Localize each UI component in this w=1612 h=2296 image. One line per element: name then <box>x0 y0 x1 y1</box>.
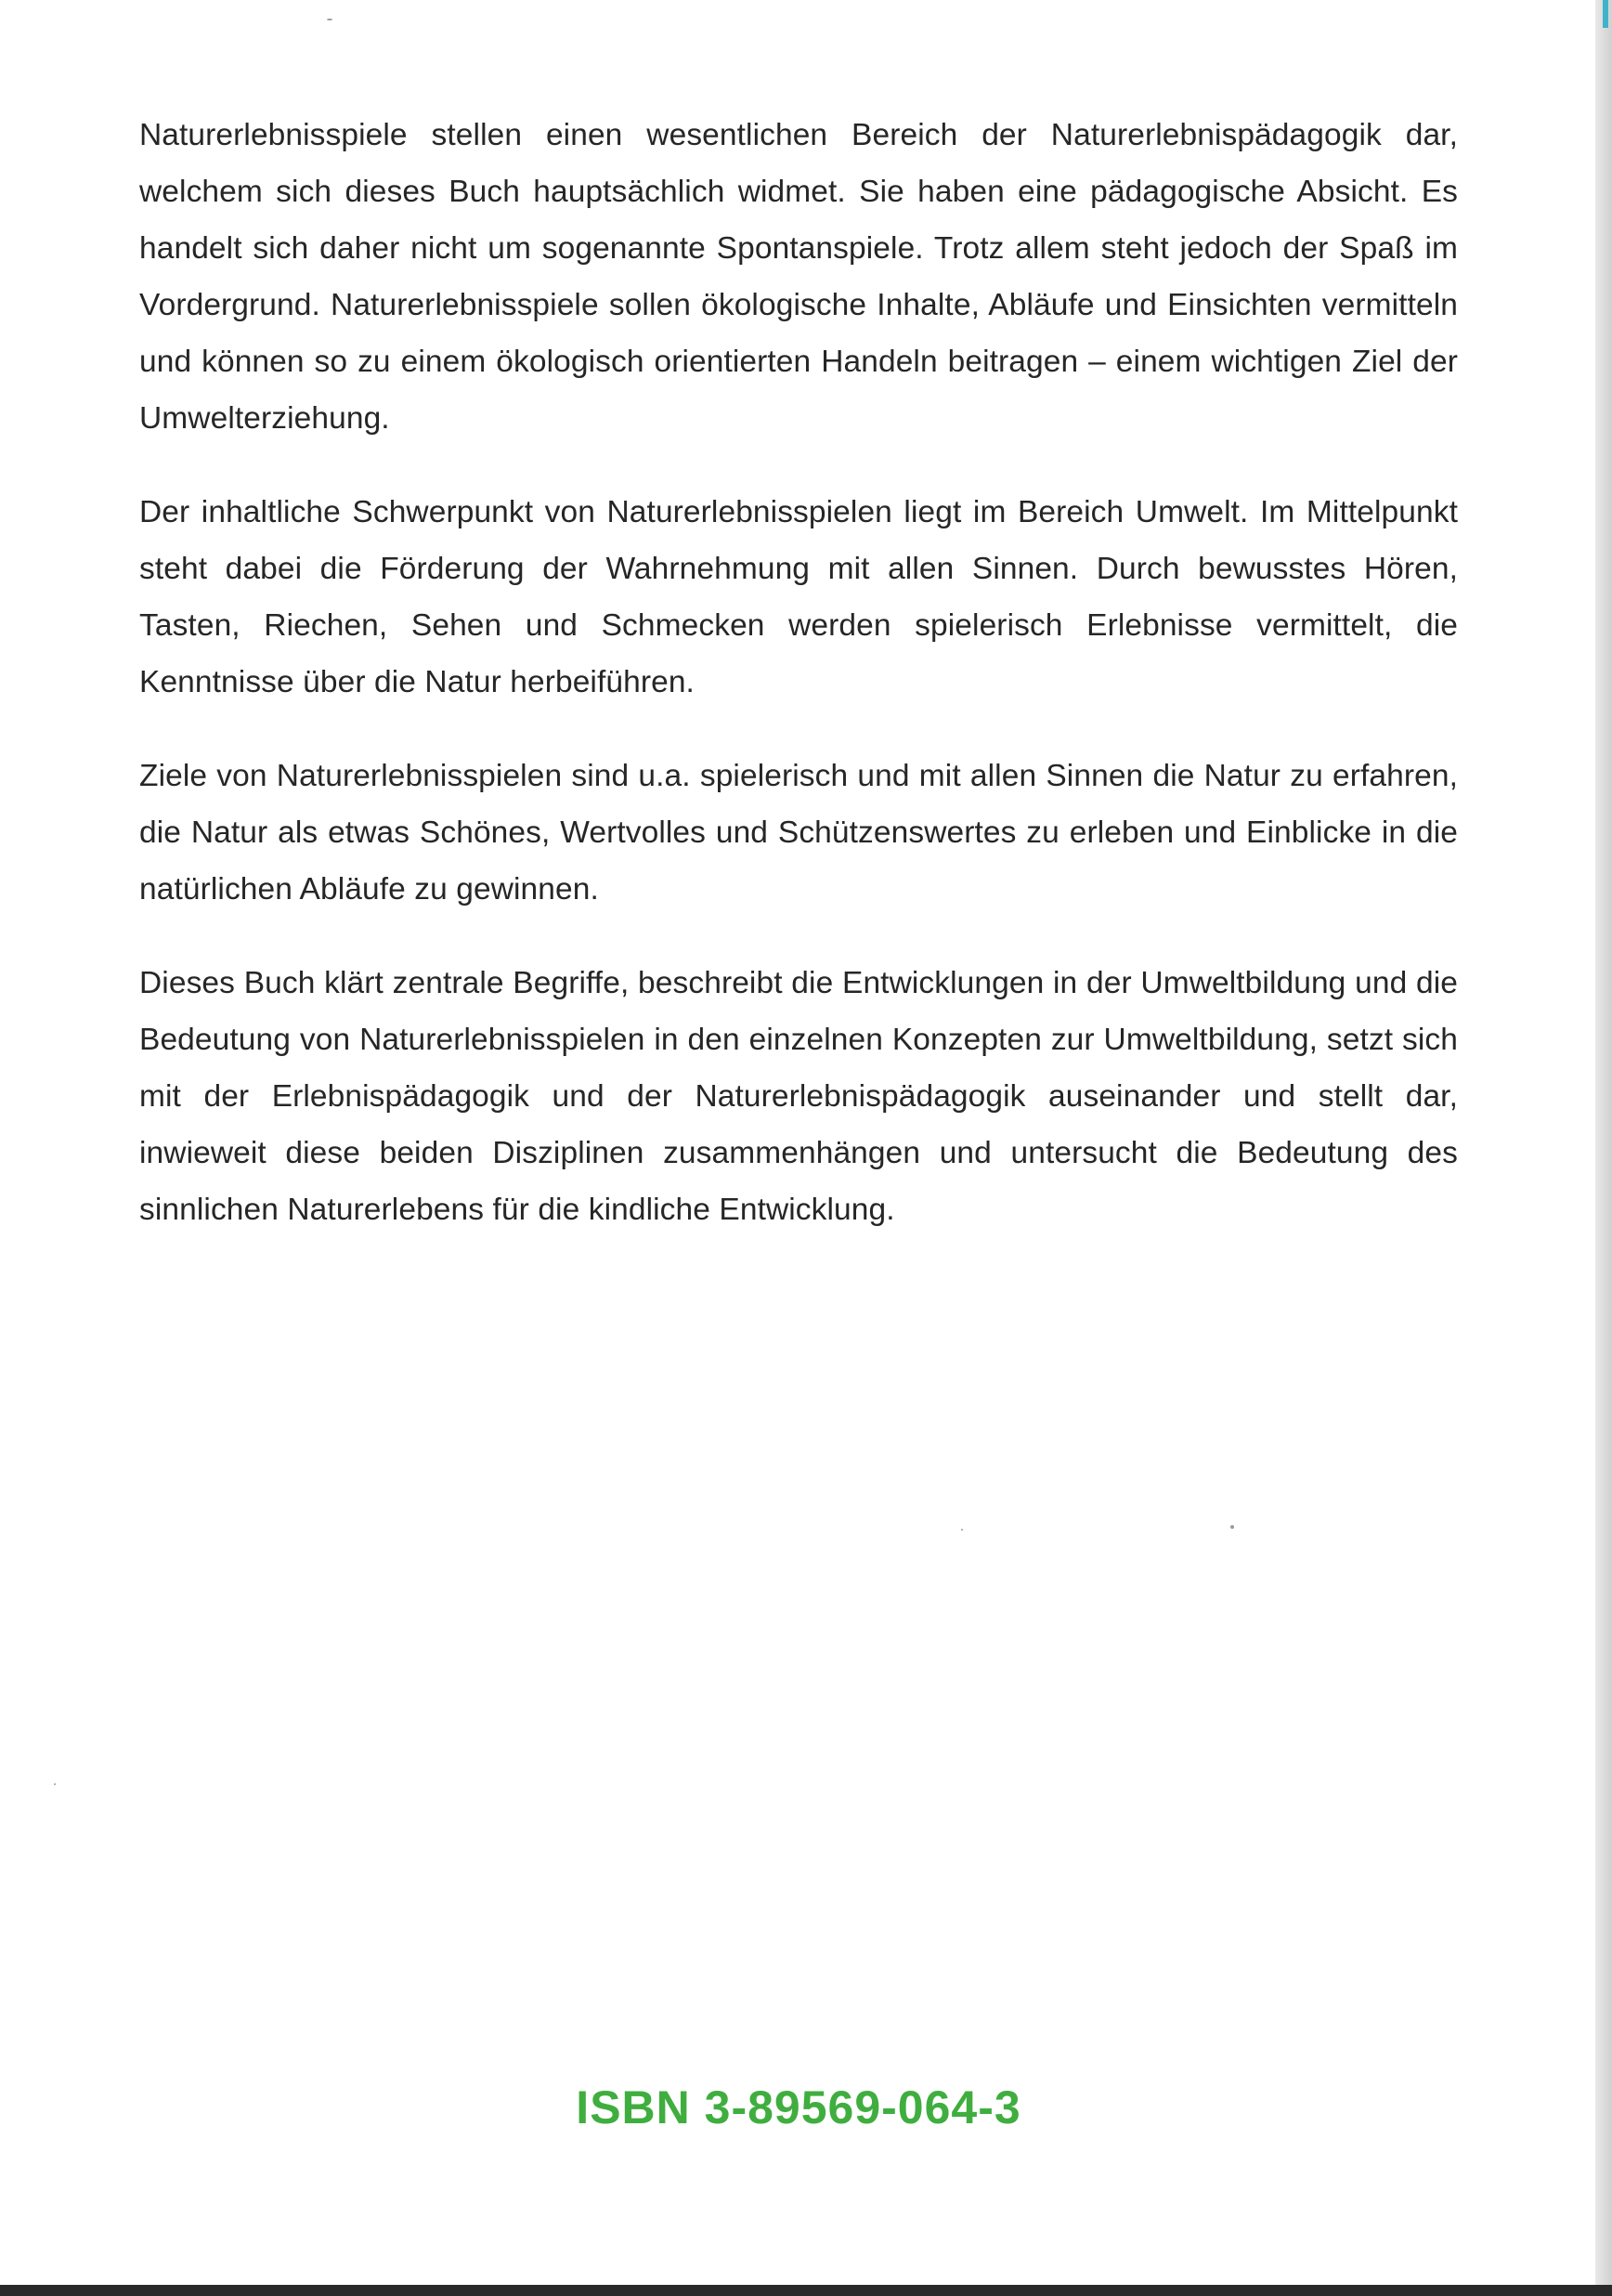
page-edge-shadow <box>1595 0 1612 2296</box>
blurb-paragraph-4: Dieses Buch klärt zentrale Begriffe, beschreibt die Entwicklungen in der Umweltbildung und die Bedeutung von Naturerlebnisspielen in den einzelnen Konzepten zur Umweltbildung, setzt sich mit der Erlebnispädagogik und der Naturerlebnispädagogik auseinander und stellt dar, inwieweit diese beiden Disziplinen zusammenhängen und untersucht die Bedeutung des sinnlichen Naturerlebens für die kindliche Entwicklung. <box>139 966 1458 1227</box>
scan-speck <box>327 19 332 20</box>
blurb-paragraph-2: Der inhaltliche Schwerpunkt von Naturerlebnisspielen liegt im Bereich Umwelt. Im Mittelpunkt steht dabei die Förderung der Wahrnehmung mit allen Sinnen. Durch bewusstes Hören, Tasten, Riechen, Sehen und Schmecken werden spielerisch Erlebnisse vermittelt, die Kenntnisse über die Natur herbeiführen. <box>139 495 1458 699</box>
scan-speck <box>961 1529 963 1531</box>
scan-speck <box>54 1783 56 1785</box>
blurb-text <box>139 107 1458 1275</box>
blurb-paragraph-1: Naturerlebnisspiele stellen einen wesentlichen Bereich der Naturerlebnispädagogik dar, welchem sich dieses Buch hauptsächlich widmet. Sie haben eine pädagogische Absicht. Es handelt sich daher nicht um sogenannte Spontanspiele. Trotz allem steht jedoch der Spaß im Vordergrund. Naturerlebnisspiele sollen ökologische Inhalte, Abläufe und Einsichten vermitteln und können so zu einem ökologisch orientierten Handeln beitragen – einem wichtigen Ziel der Umwelterziehung. <box>139 118 1458 436</box>
blurb-paragraph-3: Ziele von Naturerlebnisspielen sind u.a. spielerisch und mit allen Sinnen die Natur zu erfahren, die Natur als etwas Schönes, Wertvolles und Schützenswertes zu erleben und Einblicke in die natürlichen Abläufe zu gewinnen. <box>139 759 1458 907</box>
isbn-label: ISBN 3-89569-064-3 <box>576 2081 1021 2133</box>
page-bottom-edge <box>0 2285 1612 2296</box>
scan-speck <box>1230 1525 1234 1529</box>
cover-edge-accent <box>1603 0 1608 28</box>
